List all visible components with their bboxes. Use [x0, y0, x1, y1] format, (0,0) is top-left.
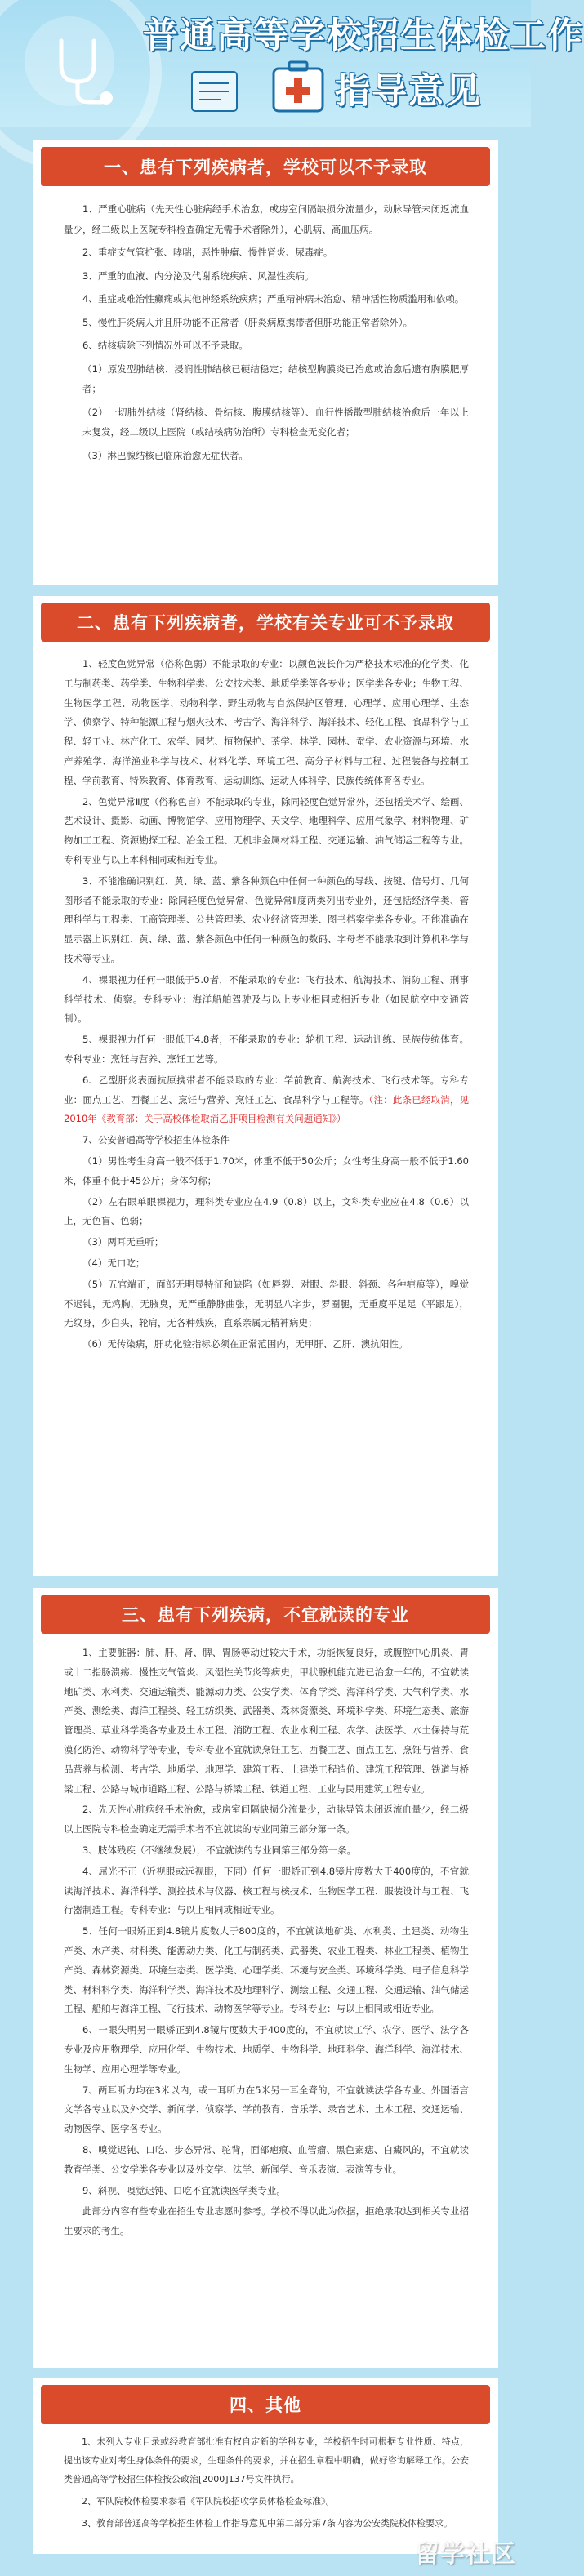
section-heading-1 [41, 147, 490, 186]
paragraph: 3、肢体残疾（不继续发展），不宜就读的专业同第三部分第一条。 [82, 1844, 357, 1856]
section-body-1 [64, 199, 469, 469]
paragraph: （1）男性考生身高一般不低于1.70米，体重不低于50公斤；女性考生身高一般不低于1.60米，体重不低于45公斤；身体匀称； [64, 1155, 469, 1186]
paragraph: （2）左右眼单眼裸视力，理科类专业应在4.9（0.8）以上，文科类专业应在4.8（0.6）以上，无色盲、色弱； [64, 1195, 469, 1227]
paragraph: 8、嗅觉迟钝、口吃、步态异常、驼背，面部疤痕、血管瘤、黑色素痣、白癜风的，不宜就读教育学类、公安学类各专业以及外交学、法学、新闻学、音乐表演、表演等专业。 [64, 2143, 469, 2175]
paragraph: 5、任何一眼矫正到4.8镜片度数大于800度的，不宜就读地矿类、水利类、土建类、动物生产类、水产类、材料类、能源动力类、化工与制药类、武器类、农业工程类、林业工程类、植物生产类、森林资源类、环境生态类、医学类、心理学类、环境与安全类、环境科学类、电子信息科学类、材料科学类、海洋科学类、海洋技术及地理科学、测绘工程、交通工程、交通运输、油气储运工程、船舶与海洋工程、飞行技术、动物医学等专业。专科专业：与以上相同或相近专业。 [64, 1925, 469, 2015]
section-card-4 [33, 2378, 498, 2554]
section-heading-4 [41, 2385, 490, 2424]
paragraph: 2、军队院校体检要求参看《军队院校招收学员体格检查标准》。 [82, 2496, 335, 2507]
paragraph: 7、两耳听力均在3米以内，或一耳听力在5米另一耳全聋的，不宜就读法学各专业、外国语言文学各专业以及外交学、新闻学、侦察学、学前教育、音乐学、录音艺术、土木工程、交通运输、动物医学、医学各专业。 [64, 2084, 469, 2135]
paragraph: 9、斜视、嗅觉迟钝、口吃不宜就读医学类专业。 [82, 2184, 286, 2196]
paragraph [64, 1071, 469, 1129]
paragraph: 1、轻度色觉异常（俗称色弱）不能录取的专业：以颜色波长作为严格技术标准的化学类、化工与制药类、药学类、生物科学类、公安技术类、地质学类等各专业；医学类各专业；生物工程、生物医学工程、动物医学、动物科学、野生动物与自然保护区管理、心理学、应用心理学、生态学、侦察学、特种能源工程与烟火技术、考古学、海洋科学、海洋技术、轻化工程、食品科学与工程、轻工业、林产化工、农学、园艺、植物保护、茶学、林学、园林、蚕学、农业资源与环境、水产养殖学、海洋渔业科学与技术、材料化学、环境工程、高分子材料与工程、过程装备与控制工程、学前教育、特殊教育、体育教育、运动训练、运动人体科学、民族传统体育各专业。 [64, 658, 469, 786]
paragraph: 4、屈光不正（近视眼或远视眼，下同）任何一眼矫正到4.8镜片度数大于400度的，不宜就读海洋技术、海洋科学、测控技术与仪器、核工程与核技术、生物医学工程、服装设计与工程、飞行器制造工程。专科专业：与以上相同或相近专业。 [64, 1865, 469, 1916]
section-body-3 [64, 1644, 469, 2243]
paragraph: 此部分内容有些专业在招生专业志愿时参考。学校不得以此为依据，拒绝录取达到相关专业招生要求的考生。 [64, 2205, 469, 2237]
paragraph: （3）两耳无重听； [82, 1236, 164, 1248]
paragraph: （3）淋巴腺结核已临床治愈无症状者。 [82, 449, 248, 461]
paragraph: 7、公安普通高等学校招生体检条件 [82, 1134, 230, 1146]
paragraph: 2、先天性心脏病经手术治愈，或房室间隔缺损分流量少，动脉导管未闭返流血量少，经二级以上医院专科检查确定无需手术者不宜就读的专业同第三部分第一条。 [64, 1804, 469, 1835]
site-watermark: 留学社区 [415, 2540, 516, 2569]
paragraph: （6）无传染病，肝功化验指标必须在正常范围内，无甲肝、乙肝、澳抗阳性。 [82, 1338, 408, 1350]
red-note: （注：此条已经取消，见2010年《教育部：关于高校体检取消乙肝项目检测有关问题通知》） [64, 1093, 470, 1125]
paragraph-text: 6、乙型肝炎表面抗原携带者不能录取的专业：学前教育、航海技术、飞行技术等。专科专业：面点工艺、西餐工艺、烹饪与营养、烹饪工艺、食品科学与工程等。 [64, 1074, 469, 1106]
paragraph: 2、色觉异常Ⅱ度（俗称色盲）不能录取的专业，除同轻度色觉异常外，还包括美术学、绘画、艺术设计、摄影、动画、博物馆学、应用物理学、天文学、地理科学、应用气象学、材料物理、矿物加工工程、资源勘探工程、冶金工程、无机非金属材料工程、交通运输、油气储运工程等专业。专科专业与以上本科相同或相近专业。 [64, 795, 469, 865]
paragraph: （4）无口吃； [82, 1257, 145, 1269]
stethoscope-icon [49, 33, 123, 106]
section-heading-text: 三、患有下列疾病，不宜就读的专业 [122, 1605, 409, 1625]
section-body-4 [64, 2432, 469, 2536]
section-heading-3 [41, 1595, 490, 1634]
paragraph: 1、主要脏器：肺、肝、肾、脾、胃肠等动过较大手术，功能恢复良好，或腹腔中心肌炎、胃或十二指肠溃疡、慢性支气管炎、风湿性关节炎等病史，甲状腺机能亢进已治愈一年的，不宜就读地矿类、水利类、交通运输类、能源动力类、公安学类、体育学类、海洋科学类、大气科学类、水产类、测绘类、海洋工程类、轻工纺织类、武器类、森林资源类、环境科学类、环境生态类、旅游管理类、草业科学类各专业及土木工程、消防工程、农业水利工程、农学、法医学、水土保持与荒漠化防治、动物科学等专业，专科专业不宜就读烹饪工艺、西餐工艺、面点工艺、烹饪与营养、食品营养与检测、考古学、地质学、地理学、建筑工程、土建类工程造价、建筑工程管理、铁道与桥梁工程、公路与城市道路工程、公路与桥梁工程、铁道工程、工业与民用建筑工程专业。 [64, 1647, 469, 1795]
section-heading-text: 二、患有下列疾病者，学校有关专业可不予录取 [77, 613, 454, 633]
medical-kit-icon [270, 59, 327, 116]
page-title-line2: 指导意见 [335, 71, 482, 112]
section-body-2 [64, 655, 469, 1356]
paragraph: 2、重症支气管扩张、哮喘，恶性肿瘤、慢性肾炎、尿毒症。 [82, 247, 333, 258]
paragraph: 6、结核病除下列情况外可以不予录取。 [82, 340, 248, 351]
section-card-3 [33, 1588, 498, 2368]
paragraph: 3、严重的血液、内分泌及代谢系统疾病、风湿性疾病。 [82, 269, 314, 282]
paragraph: （1）原发型肺结核、浸润性肺结核已硬结稳定；结核型胸膜炎已治愈或治愈后遗有胸膜肥厚者； [82, 363, 469, 394]
page-header [0, 0, 584, 127]
paragraph: 5、慢性肝炎病人并且肝功能不正常者（肝炎病原携带者但肝功能正常者除外）。 [82, 316, 413, 328]
paragraph: （2）一切肺外结核（肾结核、骨结核、腹膜结核等）、血行性播散型肺结核治愈后一年以上未复发，经二级以上医院（或结核病防治所）专科检查无变化者； [82, 406, 469, 438]
page-title-line1: 普通高等学校招生体检工作 [143, 16, 584, 56]
section-card-2 [33, 596, 498, 1576]
paragraph: 3、教育部普通高等学校招生体检工作指导意见中第二部分第7条内容为公安类院校体检要求。 [82, 2518, 452, 2529]
section-heading-2 [41, 603, 490, 642]
paragraph: 6、一眼失明另一眼矫正到4.8镜片度数大于400度的，不宜就读工学、农学、医学、法学各专业及应用物理学、应用化学、生物技术、地质学、生物科学、地理科学、海洋科学、海洋技术、生物学、应用心理学等专业。 [64, 2024, 469, 2075]
section-heading-text: 四、其他 [230, 2396, 301, 2415]
section-card-1 [33, 140, 498, 585]
paragraph: 5、裸眼视力任何一眼低于4.8者，不能录取的专业：轮机工程、运动训练、民族传统体育。专科专业：烹饪与营养、烹饪工艺等。 [64, 1034, 469, 1065]
paragraph: （5）五官端正，面部无明显特征和缺陷（如唇裂、对眼、斜眼、斜颈、各种疤痕等），嗅觉不迟钝，无鸡胸，无腋臭，无严重静脉曲张，无明显八字步，罗圈腿，无重度平足足（平跟足），无纹身，少白头，轮肩，无各种残疾，直系亲属无精神病史； [64, 1278, 469, 1329]
clipboard-icon [188, 65, 245, 114]
paragraph: 4、重症或难治性癫痫或其他神经系统疾病；严重精神病未治愈、精神活性物质滥用和依赖。 [82, 293, 465, 305]
paragraph: 3、不能准确识别红、黄、绿、蓝、紫各种颜色中任何一种颜色的导线、按键、信号灯、几何图形者不能录取的专业：除同轻度色觉异常、色觉异常Ⅱ度两类列出专业外，还包括经济学类、管理科学与工程类、工商管理类、公共管理类、农业经济管理类、图书档案学类各专业。不能准确在显示器上识别红、黄、绿、蓝、紫各颜色中任何一种颜色的数码、字母者不能录取到计算机科学与技术等专业。 [64, 874, 469, 964]
paragraph: 1、严重心脏病（先天性心脏病经手术治愈，或房室间隔缺损分流量少，动脉导管未闭返流血量少，经二级以上医院专科检查确定无需手术者除外），心肌病、高血压病。 [64, 203, 469, 235]
paragraph: 4、裸眼视力任何一眼低于5.0者，不能录取的专业：飞行技术、航海技术、消防工程、刑事科学技术、侦察。专科专业：海洋船舶驾驶及与以上专业相同或相近专业（如民航空中交通管制）。 [64, 973, 469, 1025]
section-heading-text: 一、患有下列疾病者，学校可以不予录取 [104, 158, 427, 177]
paragraph: 1、未列入专业目录或经教育部批准有权自定新的学科专业，学校招生时可根据专业性质、特点，提出该专业对考生身体条件的要求，生理条件的要求，并在招生章程中明确，做好咨询解释工作。公安类普通高等学校招生体检按公政治[2000]137号文件执行。 [64, 2436, 469, 2485]
